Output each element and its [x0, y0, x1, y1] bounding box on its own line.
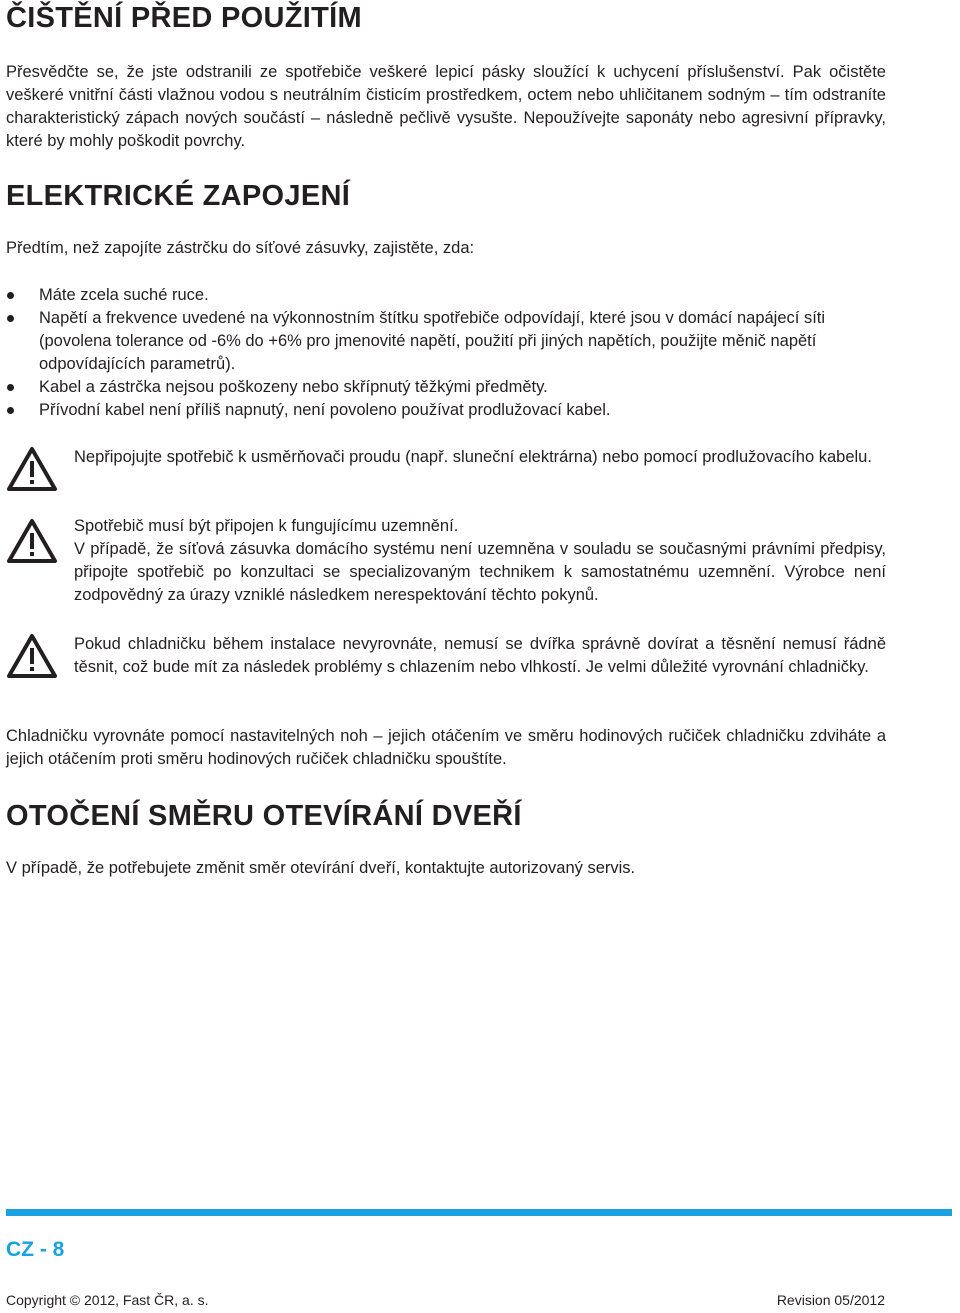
page-number: CZ - 8	[6, 1238, 65, 1261]
revision-label: Revision 05/2012	[776, 1292, 885, 1308]
bullet-icon	[7, 292, 14, 299]
door-paragraph: V případě, že potřebujete změnit směr otevírání dveří, kontaktujte autorizovaný servis.	[6, 859, 636, 877]
bullet-icon	[7, 384, 14, 391]
list-item	[6, 376, 890, 399]
warning-triangle-icon	[6, 633, 58, 679]
list-item-text: Napětí a frekvence uvedené na výkonnostním štítku spotřebiče odpovídají, které jsou v domácí napájecí síti (povolena tolerance od -6% do +6% pro jmenovité napětí, použití při jiných napětích, použijte měnič napětí odpovídajících parametrů).	[39, 309, 826, 373]
list-item-text: Přívodní kabel není příliš napnutý, není povoleno používat prodlužovací kabel.	[39, 401, 611, 419]
warning-text: Pokud chladničku během instalace nevyrovnáte, nemusí se dvířka správně dovírat a těsnění nemusí řádně těsnit, což bude mít za následek problémy s chlazením nebo vlhkostí. Je velmi důležité vyrovnání chladničky.	[74, 635, 886, 676]
electric-checklist	[6, 284, 890, 422]
list-item	[6, 307, 890, 376]
list-item	[6, 399, 890, 422]
section-title-cleaning: ČIŠTĚNÍ PŘED POUŽITÍM	[6, 2, 362, 34]
list-item	[6, 284, 890, 307]
list-item-text: Máte zcela suché ruce.	[39, 286, 209, 304]
leveling-paragraph: Chladničku vyrovnáte pomocí nastavitelných noh – jejich otáčením ve směru hodinových ručiček chladničku zdviháte a jejich otáčením proti směru hodinových ručiček chladničku spouštíte.	[6, 727, 886, 768]
list-item-text: Kabel a zástrčka nejsou poškozeny nebo skřípnutý těžkými předměty.	[39, 378, 548, 396]
bullet-icon	[7, 407, 14, 414]
warning-triangle-icon	[6, 518, 58, 564]
copyright-notice: Copyright © 2012, Fast ČR, a. s.	[6, 1292, 209, 1308]
footer-divider	[6, 1209, 952, 1216]
section-title-electric: ELEKTRICKÉ ZAPOJENÍ	[6, 180, 351, 212]
warning-triangle-icon	[6, 446, 58, 492]
warning-text: Nepřipojujte spotřebič k usměrňovači proudu (např. sluneční elektrárna) nebo pomocí prodlužovacího kabelu.	[74, 448, 872, 466]
cleaning-paragraph: Přesvědčte se, že jste odstranili ze spotřebiče veškeré lepicí pásky sloužící k uchycení příslušenství. Pak očistěte veškeré vnitřní části vlažnou vodou s neutrálním čisticím prostředkem, octem nebo uhličitanem sodným – tím odstraníte charakteristický zápach nových součástí – následně pečlivě vysušte. Nepoužívejte saponáty nebo agresivní přípravky, které by mohly poškodit povrchy.	[6, 63, 886, 150]
warning-text: Spotřebič musí být připojen k fungujícímu uzemnění. V případě, že síťová zásuvka domácího systému není uzemněna v souladu se současnými právními předpisy, připojte spotřebič po konzultaci se specializovaným technikem k samostatnému uzemnění. Výrobce není zodpovědný za úrazy vzniklé následkem nerespektování těchto pokynů.	[74, 517, 886, 604]
electric-intro: Předtím, než zapojíte zástrčku do síťové zásuvky, zajistěte, zda:	[6, 239, 475, 257]
bullet-icon	[7, 315, 14, 322]
section-title-door: OTOČENÍ SMĚRU OTEVÍRÁNÍ DVEŘÍ	[6, 800, 522, 832]
